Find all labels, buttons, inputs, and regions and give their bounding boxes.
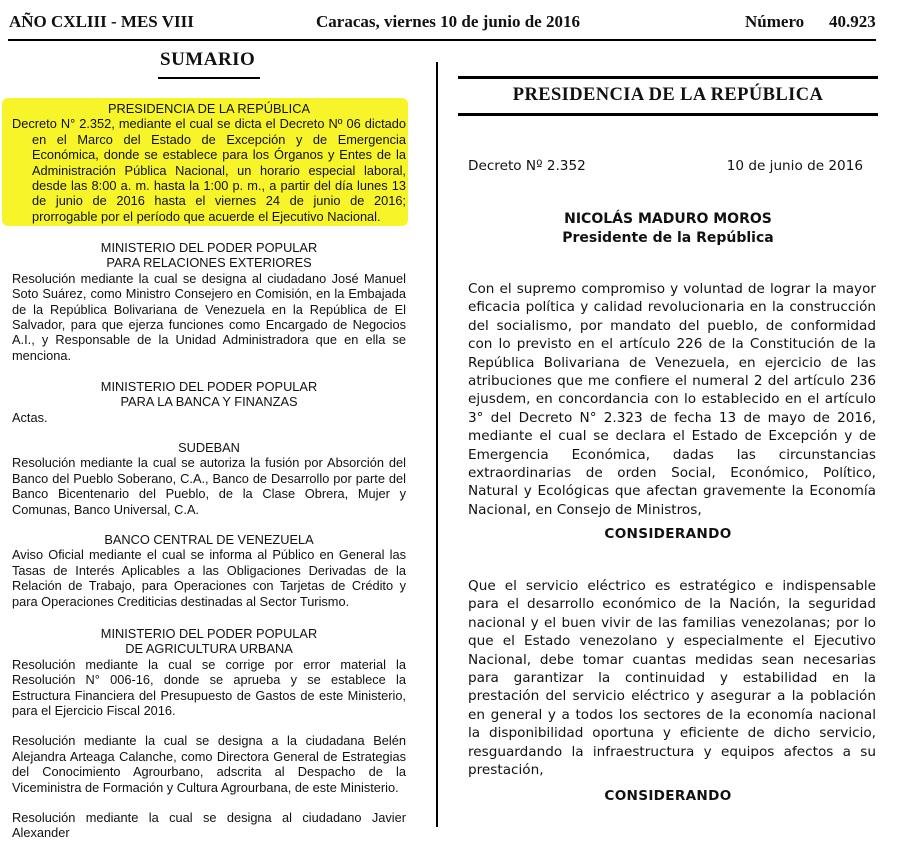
- sumario-entry[interactable]: Resolución mediante la cual se designa al ciudadano Javier Alexander: [12, 810, 406, 841]
- section-heading: MINISTERIO DEL PODER POPULAR: [100, 240, 318, 255]
- column-divider: [436, 62, 438, 827]
- sumario-entry[interactable]: Resolución mediante la cual se designa a la ciudadana Belén Alejandra Arteaga Calanche, como Directora General de Estrategias del Conocimiento Agrourbano, adscrita al Despacho de la Viceministra de Formación y Cultura Agrourbana, de este Ministerio.: [12, 733, 406, 795]
- masthead-rule: [8, 39, 876, 41]
- considerando-heading: CONSIDERANDO: [604, 788, 732, 804]
- header-rule-top: [458, 76, 878, 79]
- place-date-label: Caracas, viernes 10 de junio de 2016: [316, 12, 580, 31]
- gazette-masthead: [0, 0, 902, 40]
- sumario-section-banco-central: [12, 532, 406, 609]
- sumario-title: SUMARIO: [160, 49, 256, 70]
- year-month-label: AÑO CXLIII - MES VIII: [9, 12, 194, 31]
- sumario-entry[interactable]: Actas.: [12, 409, 48, 425]
- section-heading: DE AGRICULTURA URBANA: [125, 641, 293, 657]
- president-block: [458, 210, 878, 248]
- sumario-entry[interactable]: Decreto N° 2.352, mediante el cual se dicta el Decreto Nº 06 dictado en el Marco del Estado de Excepción y de Emergencia Económica, donde se establece para los Órganos y Entes de la Administración Pública Nacional, un horario especial laboral, desde las 8:00 a. m. hasta la 1:00 p. m., a partir del día lunes 13 de junio de 2016 hasta el viernes 24 de junio de 2016; prorrogable por el período que acuerde el Ejecutivo Nacional.: [12, 116, 406, 224]
- section-heading: PRESIDENCIA DE LA REPÚBLICA: [108, 101, 310, 116]
- sumario-section-agricultura-urbana: [12, 626, 406, 841]
- sumario-entry[interactable]: Resolución mediante la cual se autoriza la fusión por Absorción del Banco del Pueblo Soberano, C.A., Banco de Desarrollo por parte del Banco Bicentenario del Pueblo, de la Clase Obrera, Mujer y Comunas, Banco Universal, C.A.: [12, 455, 406, 517]
- considerando-heading: CONSIDERANDO: [604, 526, 732, 542]
- section-heading: BANCO CENTRAL DE VENEZUELA: [104, 532, 314, 547]
- section-heading: PARA LA BANCA Y FINANZAS: [120, 394, 298, 410]
- sumario-entry[interactable]: Aviso Oficial mediante el cual se informa al Público en General las Tasas de Interés Aplicables a las Obligaciones Derivadas de la Relación de Trabajo, para Operaciones con Tarjetas de Crédito y para Operaciones Crediticias destinadas al Sector Turismo.: [12, 547, 406, 609]
- decree-header-title: PRESIDENCIA DE LA REPÚBLICA: [512, 85, 824, 105]
- president-name: NICOLÁS MADURO MOROS: [564, 211, 772, 227]
- decree-date: 10 de junio de 2016: [726, 158, 863, 174]
- sumario-entry[interactable]: Resolución mediante la cual se designa al ciudadano José Manuel Soto Suárez, como Ministro Consejero en Comisión, en la Embajada de la República Bolivariana de Venezuela en la República de El Salvador, para que ejerza funciones como Encargado de Negocios A.I., y Responsable de la Unidad Administradora que en ella se menciona.: [12, 270, 406, 363]
- considerando-paragraph: Que el servicio eléctrico es estratégico e indispensable para el desarrollo económico de la Nación, la seguridad nacional y el buen vivir de las familias venezolanas; por lo que el Estado venezolano y especialmente el Ejecutivo Nacional, debe tomar cuantas medidas sean necesarias para garantizar la continuidad y estabilidad en la prestación del servicio eléctrico y asegurar a la población en general y a todos los sectores de la economía nacional la disponibilidad oportuna y eficiente de dicho servicio, resguardando la infraestructura y equipos afectos a su prestación,: [468, 578, 876, 779]
- header-rule-bottom: [458, 113, 878, 116]
- decree-preamble: Con el supremo compromiso y voluntad de lograr la mayor eficacia política y calidad revolucionaria en la construcción del socialismo, por mandato del pueblo, de conformidad con lo previsto en el artículo 226 de la Constitución de la República Bolivariana de Venezuela, en ejercicio de las atribuciones que me confiere el numeral 2 del artículo 236 ejusdem, en concordancia con lo establecido en el artículo 3° del Decreto N° 2.323 de fecha 13 de mayo de 2016, mediante el cual se declara el Estado de Excepción y de Emergencia Económica, dadas las circunstancias extraordinarias de orden Social, Económico, Político, Natural y Ecológicas que afectan gravemente la Economía Nacional, en Consejo de Ministros,: [468, 281, 876, 518]
- sumario-underline: [158, 77, 260, 79]
- decree-number: Decreto Nº 2.352: [468, 158, 586, 174]
- sumario-entry[interactable]: Resolución mediante la cual se corrige por error material la Resolución N° 006-16, donde se aprueba y se establece la Estructura Financiera del Presupuesto de Gastos de este Ministerio, para el Ejercicio Fiscal 2016.: [12, 656, 406, 719]
- number-value: 40.923: [829, 12, 876, 31]
- section-heading: MINISTERIO DEL PODER POPULAR: [100, 379, 318, 394]
- section-heading: SUDEBAN: [178, 440, 240, 455]
- number-label: Número: [745, 12, 805, 31]
- section-heading: MINISTERIO DEL PODER POPULAR: [100, 626, 318, 641]
- section-heading: PARA RELACIONES EXTERIORES: [106, 255, 312, 271]
- president-title: Presidente de la República: [562, 230, 774, 246]
- sumario-section-relaciones-exteriores: [12, 240, 406, 363]
- sumario-section-presidencia: [12, 101, 406, 224]
- decree-section-header: [458, 68, 878, 108]
- sumario-section-sudeban: [12, 440, 406, 517]
- sumario-section-banca-finanzas: [12, 379, 406, 425]
